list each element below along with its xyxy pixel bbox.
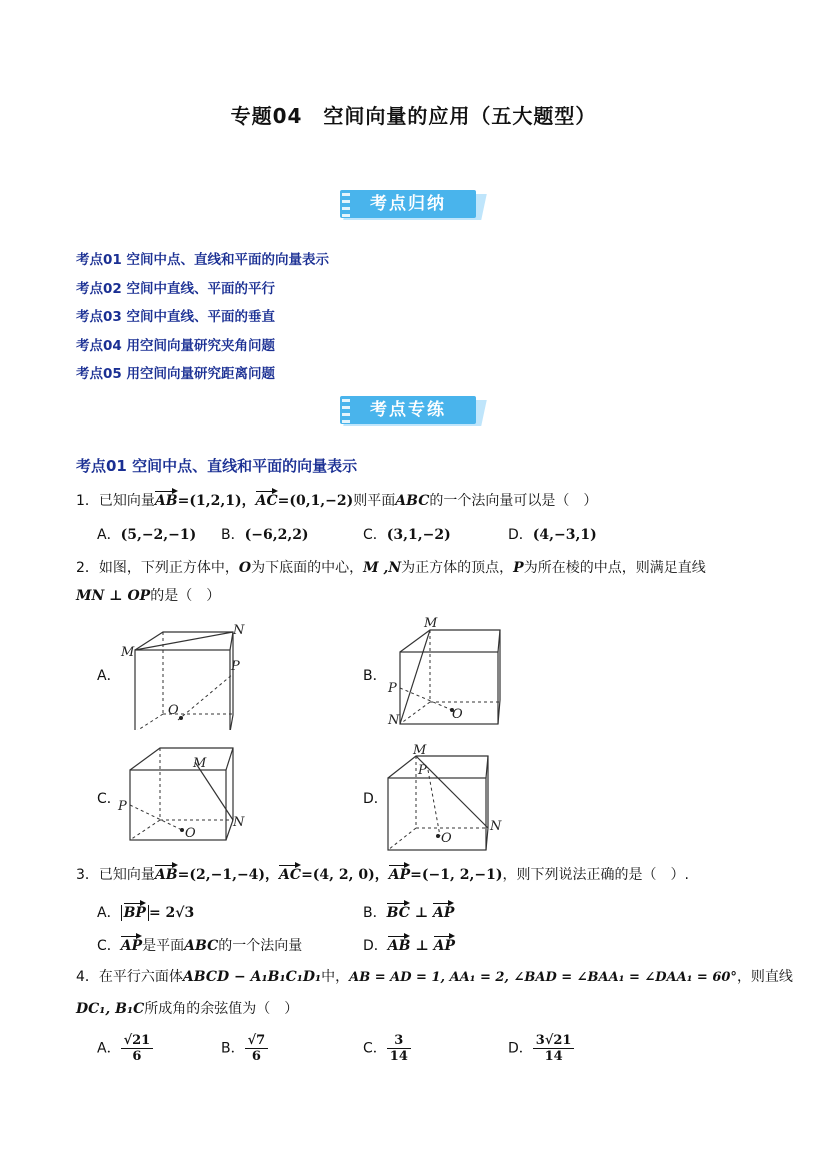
label-m: M	[121, 645, 135, 660]
question-text: 则平面	[353, 493, 396, 509]
label-p: P	[118, 799, 127, 814]
question-2-line2	[76, 585, 220, 605]
vector-ac: AC	[255, 493, 278, 509]
option-label: C．	[363, 1040, 387, 1057]
question-number: 2．	[76, 560, 99, 576]
option-label: B．	[221, 1040, 245, 1057]
option-label: C．	[97, 938, 121, 954]
label-n: N	[388, 713, 400, 728]
question-text: 所成角的余弦值为（ ）	[144, 1001, 299, 1017]
option-d[interactable]	[508, 1033, 574, 1064]
label-n: N	[233, 623, 245, 638]
option-b[interactable]	[363, 902, 454, 922]
label-o: O	[452, 707, 463, 722]
point-o: O	[238, 560, 252, 576]
toc-item-3[interactable]: 考点03 空间中直线、平面的垂直	[76, 309, 275, 325]
option-d[interactable]	[363, 935, 455, 955]
option-value: (−6,2,2)	[244, 527, 309, 543]
banner-label: 考点归纳	[370, 194, 446, 214]
question-text: ，则下列说法正确的是（ ）.	[502, 867, 689, 883]
option-c[interactable]	[363, 524, 451, 544]
option-text: 的一个法向量	[218, 938, 303, 954]
figure-option-b-label[interactable]: B．	[363, 668, 387, 684]
question-number: 3．	[76, 867, 99, 883]
label-o: O	[185, 826, 196, 841]
option-a[interactable]	[97, 902, 194, 922]
vector-value: =(−1, 2,−1)	[410, 867, 503, 883]
option-b[interactable]	[221, 1033, 268, 1064]
label-m: M	[193, 756, 207, 771]
question-number: 4．	[76, 969, 99, 985]
vector-ap: AP	[433, 938, 456, 954]
vector-ap: AP	[388, 867, 411, 883]
plane-name: ABC	[395, 493, 430, 509]
question-text: 已知向量	[98, 493, 155, 509]
question-text: 中，	[321, 969, 350, 985]
toc-item-4[interactable]: 考点04 用空间向量研究夹角问题	[76, 338, 275, 354]
toc-item-2[interactable]: 考点02 空间中直线、平面的平行	[76, 281, 275, 297]
option-c[interactable]	[97, 935, 302, 955]
option-a[interactable]	[97, 1033, 153, 1064]
condition: AB = AD = 1, AA₁ = 2, ∠BAD = ∠BAA₁ = ∠DAA₁ = 60°	[349, 970, 737, 985]
fraction: $\frac{√7}{6}$	[245, 1033, 269, 1064]
question-text: 为下底面的中心，	[251, 560, 364, 576]
question-text: 的是（ ）	[150, 588, 221, 604]
option-label: B．	[221, 527, 245, 543]
vector-value: =(0,1,−2)	[277, 493, 354, 509]
toc-item-1[interactable]: 考点01 空间中点、直线和平面的向量表示	[76, 252, 329, 268]
line-names: DC₁, B₁C	[76, 1001, 145, 1017]
question-4	[76, 966, 793, 986]
perpendicular-symbol: ⊥	[410, 938, 434, 954]
option-value: (3,1,−2)	[386, 527, 451, 543]
question-number: 1．	[76, 493, 99, 509]
option-text: 是平面	[142, 938, 185, 954]
option-b[interactable]	[221, 524, 309, 544]
label-o: O	[168, 703, 179, 718]
vector-ab: AB	[154, 493, 178, 509]
option-c[interactable]	[363, 1033, 411, 1064]
vector-value: =(2,−1,−4)，	[177, 867, 280, 883]
figure-option-c-label[interactable]: C．	[97, 791, 121, 807]
option-label: C．	[363, 527, 387, 543]
label-m: M	[424, 616, 438, 631]
vector-ab: AB	[387, 938, 411, 954]
question-text: ，则直线	[736, 969, 793, 985]
label-m: M	[413, 743, 427, 758]
page-title: 专题04 空间向量的应用（五大题型）	[230, 104, 597, 128]
option-label: D．	[363, 938, 388, 954]
section-banner-practice	[340, 396, 490, 432]
option-a[interactable]	[97, 524, 196, 544]
vector-ab: AB	[154, 867, 178, 883]
fraction: $\frac{3√21}{14}$	[533, 1033, 575, 1064]
option-label: A．	[97, 905, 121, 921]
fraction: $\frac{3}{14}$	[387, 1033, 411, 1064]
option-d[interactable]	[508, 524, 597, 544]
label-n: N	[233, 815, 245, 830]
cube-figure-d	[378, 738, 518, 853]
question-1	[76, 490, 597, 510]
vector-bp: BP	[123, 905, 146, 921]
option-value: (4,−3,1)	[532, 527, 597, 543]
option-label: D．	[508, 527, 533, 543]
section-heading: 考点01 空间中点、直线和平面的向量表示	[76, 457, 358, 475]
cube-figure-c	[115, 740, 255, 850]
figure-option-d-label[interactable]: D．	[363, 791, 388, 807]
label-p: P	[231, 659, 240, 674]
option-value: = 2√3	[148, 905, 195, 921]
question-text: 在平行六面体	[98, 969, 183, 985]
question-text: 已知向量	[98, 867, 155, 883]
question-text: 的一个法向量可以是（ ）	[429, 493, 598, 509]
question-4-line2	[76, 998, 298, 1018]
vector-ac: AC	[279, 867, 302, 883]
option-label: B．	[363, 905, 387, 921]
section-banner-summary	[340, 190, 490, 226]
toc-item-5[interactable]: 考点05 用空间向量研究距离问题	[76, 366, 275, 382]
vector-bc: BC	[386, 905, 410, 921]
plane-name: ABC	[184, 938, 219, 954]
label-o: O	[441, 831, 452, 846]
label-n: N	[490, 819, 502, 834]
cube-figure-b	[380, 612, 510, 732]
points-mn: M ,N	[363, 560, 402, 576]
label-p: P	[418, 763, 427, 778]
vector-value: =(1,2,1)，	[177, 493, 256, 509]
vector-value: =(4, 2, 0)，	[301, 867, 389, 883]
option-label: D．	[508, 1040, 533, 1057]
vector-ap: AP	[120, 938, 143, 954]
vector-ap: AP	[433, 905, 455, 921]
question-2	[76, 557, 706, 577]
question-text: 如图，下列正方体中，	[98, 560, 239, 576]
question-text: 为所在棱的中点，则满足直线	[523, 560, 706, 576]
label-p: P	[388, 681, 397, 696]
point-p: P	[513, 560, 524, 576]
perpendicular-condition: MN ⊥ OP	[76, 588, 151, 604]
solid-name: ABCD − A₁B₁C₁D₁	[182, 969, 322, 985]
figure-option-a-label[interactable]: A．	[97, 668, 121, 684]
banner-label: 考点专练	[370, 400, 446, 420]
option-label: A．	[97, 1040, 121, 1057]
perpendicular-symbol: ⊥	[409, 905, 434, 921]
question-text: 为正方体的顶点，	[401, 560, 514, 576]
option-value: (5,−2,−1)	[120, 527, 197, 543]
fraction: $\frac{√21}{6}$	[121, 1033, 154, 1064]
option-label: A．	[97, 527, 121, 543]
question-3	[76, 864, 689, 884]
cube-figure-a	[115, 620, 255, 730]
